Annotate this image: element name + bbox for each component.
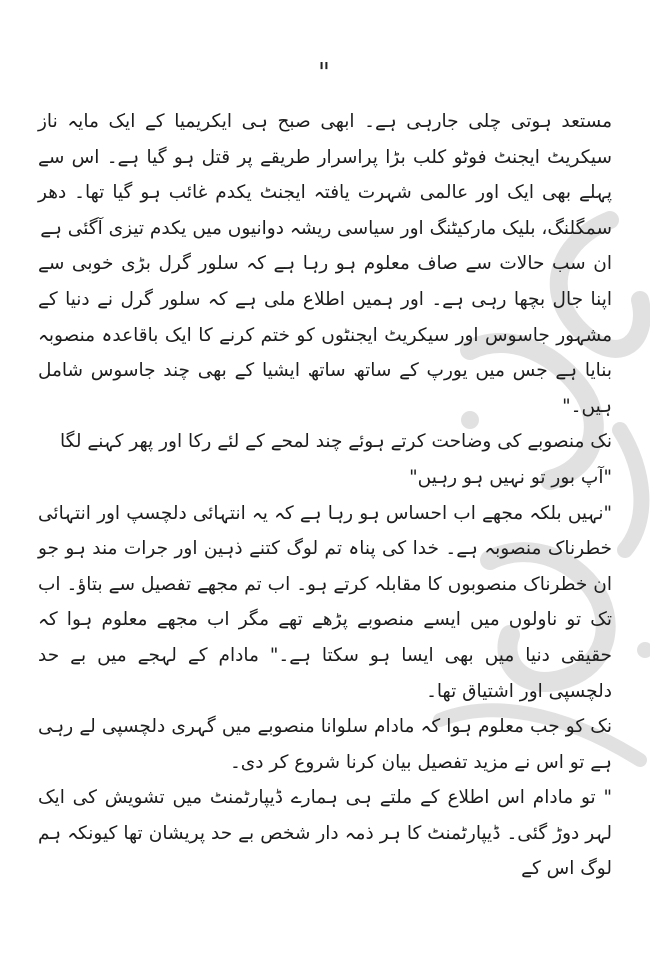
paragraph: مستعد ہوتی چلی جارہی ہے۔ ابھی صبح ہی ایکریمیا کے ایک مایہ ناز سیکریٹ ایجنٹ فوٹو کلب بڑا پراسرار طریقے پر قتل ہو گیا ہے۔ اس سے پہلے بھی ایک اور عالمی شہرت یافتہ ایجنٹ یکدم غائب ہو گیا تھا۔ دھر سمگلنگ، بلیک مارکیٹنگ اور سیاسی ریشہ دوانیوں میں یکدم تیزی آگئی ہے bbox=[38, 111, 612, 239]
paragraph: " تو مادام اس اطلاع کے ملتے ہی ہمارے ڈیپارٹمنٹ میں تشویش کی ایک لہر دوڑ گئی۔ ڈیپارٹمنٹ کا ہر ذمہ دار شخص بے حد پریشان تھا کیونکہ ہم لوگ اس کے bbox=[38, 787, 612, 880]
body-text bbox=[38, 104, 612, 887]
paragraph: ان سب حالات سے صاف معلوم ہو رہا ہے کہ سلور گرل بڑی خوبی سے اپنا جال بچھا رہی ہے۔ اور ہمیں اطلاع ملی ہے کہ سلور گرل نے دنیا کے مشہور جاسوس اور سیکریٹ ایجنٹوں کو ختم کرنے کا ایک باقاعدہ منصوبہ بنایا ہے جس میں یورپ کے ساتھ ساتھ ایشیا کے بھی چند جاسوس شامل ہیں۔" bbox=[38, 253, 612, 417]
opening-quote-mark: " bbox=[318, 58, 332, 88]
paragraph: نک کو جب معلوم ہوا کہ مادام سلوانا منصوبے میں گہری دلچسپی لے رہی ہے تو اس نے مزید تفصیل بیان کرنا شروع کر دی۔ bbox=[38, 716, 612, 773]
paragraph: نک منصوبے کی وضاحت کرتے ہوئے چند لمحے کے لئے رکا اور پھر کہنے لگا bbox=[60, 431, 612, 453]
paragraph: "آپ بور تو نہیں ہو رہیں" bbox=[409, 466, 612, 488]
paragraph: "نہیں بلکہ مجھے اب احساس ہو رہا ہے کہ یہ انتہائی دلچسپ اور انتہائی خطرناک منصوبہ ہے۔ خدا کی پناہ تم لوگ کتنے ذہین اور جرات مند ہو جو ان خطرناک منصوبوں کا مقابلہ کرتے ہو۔ اب تم مجھے تفصیل سے بتاؤ۔ اب تک تو ناولوں میں ایسے منصوبے پڑھے تھے مگر اب مجھے معلوم ہوا کہ حقیقی دنیا میں بھی ایسا ہو سکتا ہے۔" مادام کے لہجے میں بے حد دلچسپی اور اشتیاق تھا۔ bbox=[38, 502, 612, 702]
